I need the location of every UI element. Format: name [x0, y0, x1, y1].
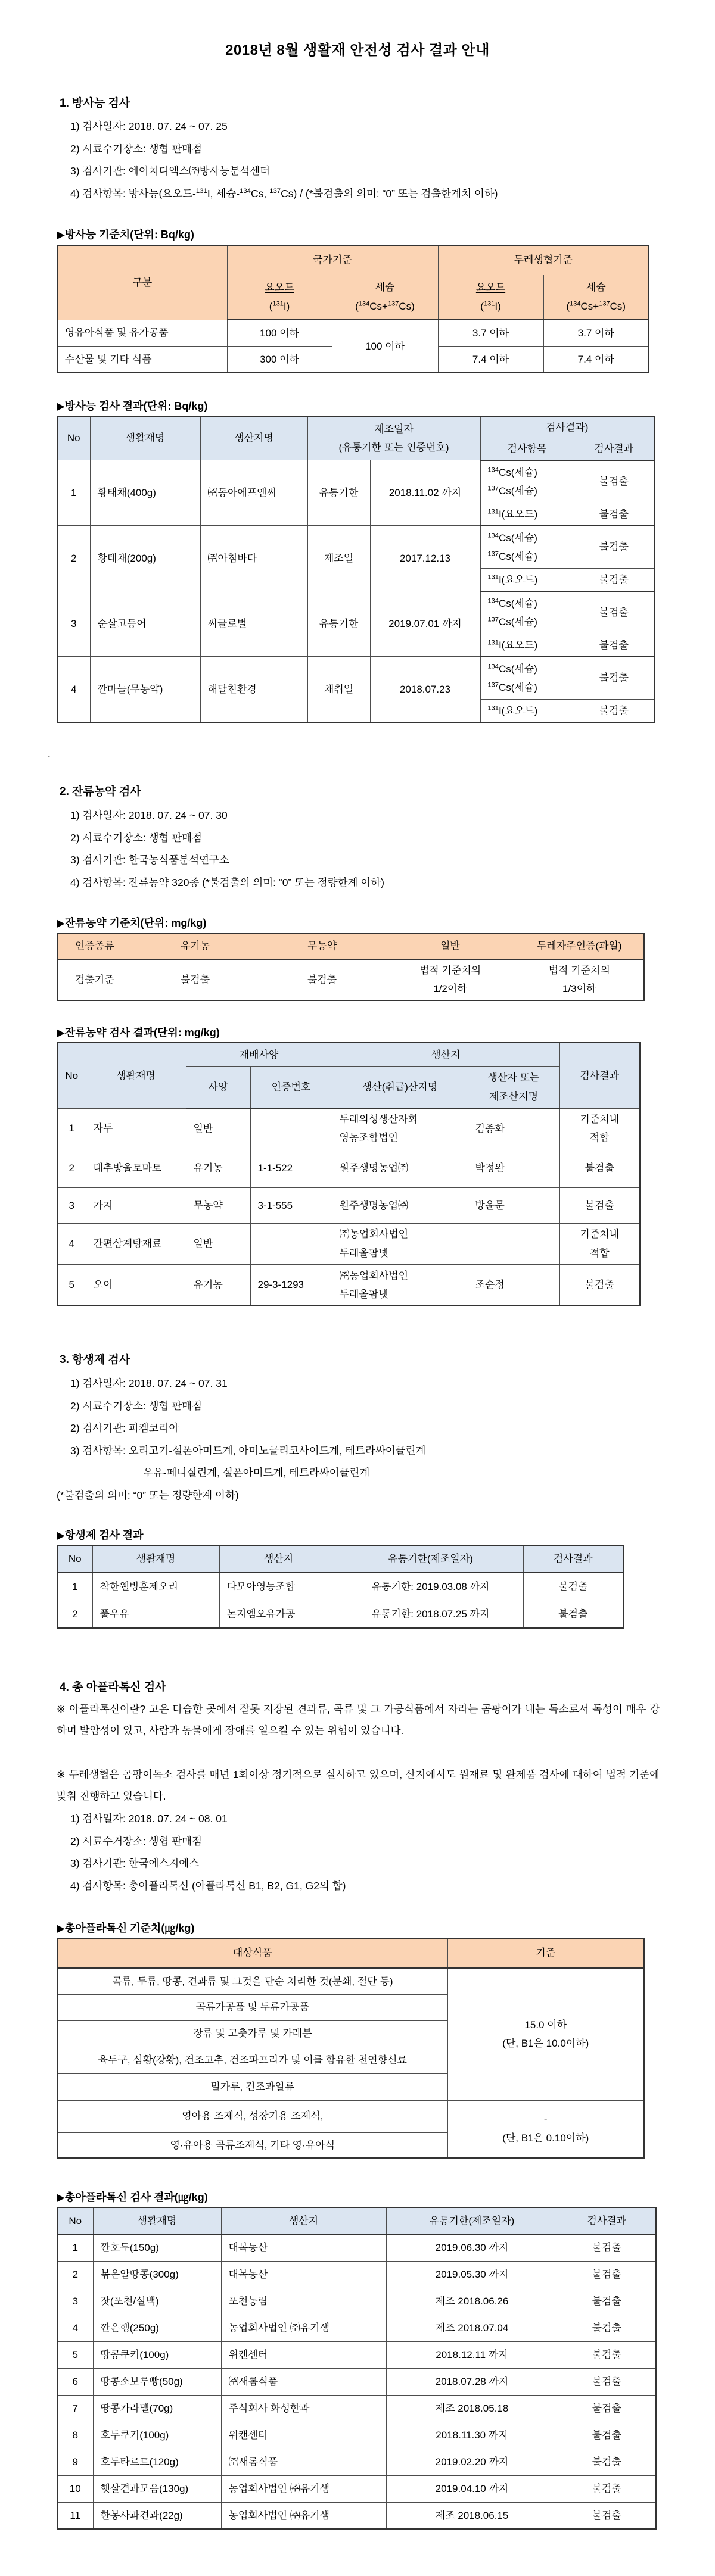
cell: 불검출 — [523, 1601, 623, 1628]
cell: 땅콩카라멜(70g) — [93, 2395, 221, 2422]
header-cell: 생활재명 — [90, 416, 200, 460]
cell: 순살고등어 — [90, 591, 200, 657]
cell: ㈜아침바다 — [200, 526, 307, 591]
cell: 대복농산 — [221, 2261, 386, 2288]
cell: $^{131}$I(요오드) — [480, 634, 574, 657]
cell: 2019.02.20 까지 — [386, 2449, 558, 2475]
list-item: 2) 검사기관: 피켐코리아 — [70, 1422, 179, 1434]
cell: $^{134}$Cs(세슘) $^{137}$Cs(세슘) — [480, 657, 574, 700]
cell: 300 이하 — [227, 346, 332, 373]
cell: 불검출 — [132, 959, 259, 1000]
cell — [250, 1108, 332, 1149]
cell: 위캔센터 — [221, 2341, 386, 2368]
cell: 원주생명농업㈜ — [332, 1149, 468, 1187]
cell: 4 — [57, 657, 90, 722]
cell: 2018.07.23 — [370, 657, 480, 722]
cell: 잣(포천/실백) — [93, 2288, 221, 2315]
pesticide-standards-table — [57, 933, 645, 1001]
cell: 기준치내 적합 — [559, 1108, 640, 1149]
cell: 영·유아용 곡류조제식, 기타 영·유아식 — [57, 2132, 447, 2158]
cell: 11 — [57, 2502, 93, 2529]
aflatoxin-results-table — [57, 2207, 657, 2530]
cell: 제조 2018.05.18 — [386, 2395, 558, 2422]
cell: 불검출 — [574, 591, 654, 634]
cell: 1 — [57, 2234, 93, 2261]
cell: 2 — [57, 2261, 93, 2288]
header-cell: 생산자 또는 제조산지명 — [468, 1066, 559, 1108]
header-cell: 인증번호 — [250, 1066, 332, 1108]
aflatoxin-standards-table — [57, 1938, 645, 2159]
section-antibiotic-heading: 3. 항생제 검사 — [60, 1354, 130, 1366]
cell: 유통기한 — [307, 460, 370, 526]
cell: 불검출 — [558, 2422, 656, 2449]
cell: 대복농산 — [221, 2234, 386, 2261]
cell: 29-3-1293 — [250, 1264, 332, 1306]
cell: 육두구, 심황(강황), 건조고추, 건조파프리카 및 이를 함유한 천연향신료 — [57, 2047, 447, 2073]
section-pesticide-item-list — [70, 804, 384, 894]
cell: 법적 기준치의 1/2이하 — [386, 959, 515, 1000]
header-cell: 유통기한(제조일자) — [338, 1545, 523, 1573]
cell: 3-1-555 — [250, 1187, 332, 1223]
list-item: 4) 검사항목: 방사능(요오드-$^{131}$I, 세슘-$^{134}$Cs, $^{137}$Cs) / (*불검출의 의미: “0” 또는 검출한계치 이하) — [70, 187, 498, 199]
cell: 불검출 — [574, 700, 654, 722]
cell: 영유아식품 및 유가공품 — [57, 320, 227, 346]
section-radioactivity-item-list — [70, 116, 498, 205]
cell: 불검출 — [574, 460, 654, 503]
pesticide-results-table — [57, 1042, 641, 1306]
header-cell: 검사결과 — [559, 1043, 640, 1108]
header-cell: 검사결과) — [480, 416, 654, 438]
cell: 방윤문 — [468, 1187, 559, 1223]
cell: 가지 — [86, 1187, 186, 1223]
cell: ㈜농업회사법인 두레올팜넷 — [332, 1264, 468, 1306]
cell: 1 — [57, 460, 90, 526]
section-pesticide-heading: 2. 잔류농약 검사 — [60, 785, 141, 798]
cell: 불검출 — [558, 2315, 656, 2341]
cell: 4 — [57, 2315, 93, 2341]
list-item: 우유-페니실린계, 설폰아미드계, 테트라싸이클린계 — [143, 1467, 370, 1479]
header-cell: 생산지 — [221, 2207, 386, 2234]
cell: 오이 — [86, 1264, 186, 1306]
cell: 불검출 — [558, 2261, 656, 2288]
cell: 주식회사 화성한과 — [221, 2395, 386, 2422]
list-item: 3) 검사항목: 오리고기-설폰아미드계, 아미노글리코사이드계, 테트라싸이클린계 — [70, 1444, 426, 1457]
cell: 6 — [57, 2368, 93, 2395]
cell: 농업회사법인 ㈜유기샘 — [221, 2475, 386, 2502]
cell: 2019.04.10 까지 — [386, 2475, 558, 2502]
cell: 황태채(400g) — [90, 460, 200, 526]
header-cell: 두레자주인증(과일) — [515, 933, 644, 959]
radioactivity-standards-table — [57, 245, 649, 373]
cell: 깐은행(250g) — [93, 2315, 221, 2341]
header-cell: 세슘 ($^{134}$Cs+$^{137}$Cs) — [543, 275, 649, 320]
section-radioactivity-heading: 1. 방사능 검사 — [60, 97, 130, 110]
cell: 채취일 — [307, 657, 370, 722]
cell: 불검출 — [574, 634, 654, 657]
cell: 3 — [57, 2288, 93, 2315]
list-item: 2) 시료수거장소: 생협 판매점 — [70, 831, 202, 844]
cell: 3 — [57, 591, 90, 657]
cell: 김종화 — [468, 1108, 559, 1149]
cell: 2018.07.28 까지 — [386, 2368, 558, 2395]
radioactivity-results-label: ▶방사능 검사 결과(단위: Bq/kg) — [57, 400, 208, 412]
header-cell: No — [57, 1545, 92, 1573]
cell: 기준치내 적합 — [559, 1223, 640, 1264]
cell: 1 — [57, 1573, 92, 1601]
header-cell: 일반 — [386, 933, 515, 959]
cell: 7 — [57, 2395, 93, 2422]
cell: 햇살견과모음(130g) — [93, 2475, 221, 2502]
list-item: 1) 검사일자: 2018. 07. 24 ~ 07. 30 — [70, 809, 228, 821]
cell: ㈜새롬식품 — [221, 2368, 386, 2395]
cell: 밀가루, 건조과일류 — [57, 2073, 447, 2100]
radioactivity-standards — [57, 245, 649, 373]
header-cell: 제조일자 (유통기한 또는 인증번호) — [307, 416, 480, 460]
cell: 두레의성생산자회 영농조합법인 — [332, 1108, 468, 1149]
cell: 2019.06.30 까지 — [386, 2234, 558, 2261]
cell: 3 — [57, 1187, 86, 1223]
header-cell: 검사결과 — [574, 438, 654, 460]
section-aflatoxin-item-list — [70, 1808, 346, 1897]
cell: 법적 기준치의 1/3이하 — [515, 959, 644, 1000]
cell: 한봉사과견과(22g) — [93, 2502, 221, 2529]
cell: 제조 2018.07.04 — [386, 2315, 558, 2341]
header-cell: 생산지 — [332, 1043, 559, 1066]
cell: 씨글로벌 — [200, 591, 307, 657]
cell: 일반 — [186, 1223, 250, 1264]
cell: 5 — [57, 2341, 93, 2368]
cell: 깐마늘(무농약) — [90, 657, 200, 722]
cell: 유통기한 — [307, 591, 370, 657]
cell: 7.4 이하 — [543, 346, 649, 373]
cell: 간편삼계탕재료 — [86, 1223, 186, 1264]
header-cell: 기준 — [447, 1938, 644, 1968]
cell: 2018.11.30 까지 — [386, 2422, 558, 2449]
cell: 원주생명농업㈜ — [332, 1187, 468, 1223]
cell: 불검출 — [558, 2288, 656, 2315]
header-cell: 요오드 ($^{131}$I) — [438, 275, 543, 320]
cell: 제조 2018.06.26 — [386, 2288, 558, 2315]
cell: 자두 — [86, 1108, 186, 1149]
cell: 영아용 조제식, 성장기용 조제식, — [57, 2100, 447, 2132]
cell: 불검출 — [574, 526, 654, 569]
list-item: 1) 검사일자: 2018. 07. 24 ~ 07. 31 — [70, 1377, 228, 1389]
cell: 곡류, 두류, 땅콩, 견과류 및 그것을 단순 처리한 것(분쇄, 절단 등) — [57, 1968, 447, 1994]
cell: 4 — [57, 1223, 86, 1264]
header-cell: 사양 — [186, 1066, 250, 1108]
header-cell: 생활재명 — [93, 2207, 221, 2234]
header-cell: 검사결과 — [523, 1545, 623, 1573]
cell: 착한웰빙훈제오리 — [92, 1573, 219, 1601]
cell: 제조일 — [307, 526, 370, 591]
cell: 농업회사법인 ㈜유기샘 — [221, 2315, 386, 2341]
cell: 호두타르트(120g) — [93, 2449, 221, 2475]
cell: 3.7 이하 — [438, 320, 543, 346]
aflatoxin-note-1: ※ 아플라톡신이란? 고온 다습한 곳에서 잘못 저장된 견과류, 곡류 및 그 가공식품에서 자라는 곰팡이가 내는 독소로서 독성이 매우 강하며 발암성이 있고, 사람과 동물에게 장애를 일으킬 수 있는 위험이 있습니다. — [57, 1703, 660, 1736]
list-item: 3) 검사기관: 한국에스지에스 — [70, 1857, 200, 1869]
cell: 제조 2018.06.15 — [386, 2502, 558, 2529]
cell: 불검출 — [259, 959, 386, 1000]
cell: 2 — [57, 526, 90, 591]
cell — [468, 1223, 559, 1264]
header-cell: 생산지 — [219, 1545, 338, 1573]
header-cell: No — [57, 1043, 86, 1108]
cell: 풀우유 — [92, 1601, 219, 1628]
cell: $^{131}$I(요오드) — [480, 503, 574, 526]
cell: 위캔센터 — [221, 2422, 386, 2449]
cell: 박정완 — [468, 1149, 559, 1187]
cell: 10 — [57, 2475, 93, 2502]
pesticide-standards — [57, 933, 645, 1001]
cell: 불검출 — [574, 657, 654, 700]
cell: 유기농 — [186, 1264, 250, 1306]
aflatoxin-note-2: ※ 두레생협은 곰팡이독소 검사를 매년 1회이상 정기적으로 실시하고 있으며, 산지에서도 원재료 및 완제품 검사에 대하여 법적 기준에 맞춰 진행하고 있습니다. — [57, 1769, 660, 1802]
cell: 볶은알땅콩(300g) — [93, 2261, 221, 2288]
cell: - (단, B1은 0.10이하) — [447, 2100, 644, 2158]
cell: 불검출 — [559, 1264, 640, 1306]
cell: 무농약 — [186, 1187, 250, 1223]
header-cell: 생산지명 — [200, 416, 307, 460]
cell: 2019.07.01 까지 — [370, 591, 480, 657]
cell: 유기농 — [186, 1149, 250, 1187]
cell: 100 이하 — [227, 320, 332, 346]
header-cell: 두레생협기준 — [438, 245, 649, 275]
stray-period: . — [48, 748, 51, 759]
cell: 7.4 이하 — [438, 346, 543, 373]
cell: ㈜동아에프앤씨 — [200, 460, 307, 526]
cell: $^{134}$Cs(세슘) $^{137}$Cs(세슘) — [480, 460, 574, 503]
cell: 불검출 — [559, 1149, 640, 1187]
cell: 불검출 — [574, 503, 654, 526]
cell: 1 — [57, 1108, 86, 1149]
radioactivity-results — [57, 416, 655, 723]
cell: 곡류가공품 및 두류가공품 — [57, 1994, 447, 2020]
list-item: 2) 시료수거장소: 생협 판매점 — [70, 142, 202, 155]
cell: 검출기준 — [57, 959, 132, 1000]
header-cell: 생활재명 — [86, 1043, 186, 1108]
cell: 불검출 — [558, 2341, 656, 2368]
aflatoxin-standards-label: ▶총아플라톡신 기준치(㎍/kg) — [57, 1922, 195, 1934]
cell: 5 — [57, 1264, 86, 1306]
cell: 9 — [57, 2449, 93, 2475]
radioactivity-standards-label: ▶방사능 기준치(단위: Bq/kg) — [57, 229, 194, 241]
cell: 땅콩쿠키(100g) — [93, 2341, 221, 2368]
antibiotic-results-label: ▶항생제 검사 결과 — [57, 1529, 144, 1541]
cell: 2018.12.11 까지 — [386, 2341, 558, 2368]
cell: 불검출 — [558, 2475, 656, 2502]
list-item: 3) 검사기관: 한국농식품분석연구소 — [70, 854, 229, 866]
cell: 불검출 — [558, 2449, 656, 2475]
cell: 2 — [57, 1601, 92, 1628]
cell: 8 — [57, 2422, 93, 2449]
cell: 땅콩소보루빵(50g) — [93, 2368, 221, 2395]
list-item: 2) 시료수거장소: 생협 판매점 — [70, 1835, 202, 1847]
cell: 해달친환경 — [200, 657, 307, 722]
cell: 농업회사법인 ㈜유기샘 — [221, 2502, 386, 2529]
cell: 불검출 — [523, 1573, 623, 1601]
cell: $^{134}$Cs(세슘) $^{137}$Cs(세슘) — [480, 591, 574, 634]
radioactivity-results-table — [57, 416, 655, 723]
antibiotic-results — [57, 1545, 624, 1629]
cell: 불검출 — [558, 2395, 656, 2422]
cell: 호두쿠키(100g) — [93, 2422, 221, 2449]
header-cell: No — [57, 416, 90, 460]
cell: 황태채(200g) — [90, 526, 200, 591]
cell: 포천농림 — [221, 2288, 386, 2315]
document-title: 2018년 8월 생활재 안전성 검사 결과 안내 — [225, 42, 490, 58]
cell: ㈜새롬식품 — [221, 2449, 386, 2475]
cell: 깐호두(150g) — [93, 2234, 221, 2261]
list-item: 2) 시료수거장소: 생협 판매점 — [70, 1399, 202, 1412]
section-aflatoxin-heading: 4. 총 아플라톡신 검사 — [60, 1681, 166, 1694]
cell — [250, 1223, 332, 1264]
header-cell: 인증종류 — [57, 933, 132, 959]
header-cell: 국가기준 — [227, 245, 438, 275]
header-cell: 구분 — [57, 245, 227, 320]
cell: 불검출 — [574, 569, 654, 591]
cell: 불검출 — [558, 2502, 656, 2529]
cell: 2 — [57, 1149, 86, 1187]
cell: $^{134}$Cs(세슘) $^{137}$Cs(세슘) — [480, 526, 574, 569]
aflatoxin-standards — [57, 1938, 645, 2159]
cell: 일반 — [186, 1108, 250, 1149]
cell: 유통기한: 2018.07.25 까지 — [338, 1601, 523, 1628]
cell: 장류 및 고춧가루 및 카레분 — [57, 2020, 447, 2047]
cell: 다모아영농조합 — [219, 1573, 338, 1601]
header-cell: 생산(취급)산지명 — [332, 1066, 468, 1108]
list-item: 4) 검사항목: 잔류농약 320종 (*불검출의 의미: “0” 또는 정량한계 이하) — [70, 876, 384, 888]
cell: $^{131}$I(요오드) — [480, 569, 574, 591]
antibiotic-results-table — [57, 1545, 624, 1629]
list-item: (*불검출의 의미: “0” 또는 정량한계 이하) — [57, 1489, 239, 1501]
header-cell: 재배사양 — [186, 1043, 332, 1066]
pesticide-results — [57, 1042, 641, 1306]
pesticide-standards-label: ▶잔류농약 기준치(단위: mg/kg) — [57, 917, 207, 929]
cell: 15.0 이하 (단, B1은 10.0이하) — [447, 1968, 644, 2100]
header-cell: 생활재명 — [92, 1545, 219, 1573]
list-item: 1) 검사일자: 2018. 07. 24 ~ 07. 25 — [70, 120, 228, 132]
cell: 100 이하 — [332, 320, 438, 373]
cell: 불검출 — [558, 2368, 656, 2395]
header-cell: No — [57, 2207, 93, 2234]
aflatoxin-results-label: ▶총아플라톡신 검사 결과(㎍/kg) — [57, 2191, 208, 2203]
cell: 논지엠오유가공 — [219, 1601, 338, 1628]
header-cell: 유통기한(제조일자) — [386, 2207, 558, 2234]
cell: 2018.11.02 까지 — [370, 460, 480, 526]
list-item: 1) 검사일자: 2018. 07. 24 ~ 08. 01 — [70, 1813, 228, 1825]
cell: 유통기한: 2019.03.08 까지 — [338, 1573, 523, 1601]
header-cell: 검사항목 — [480, 438, 574, 460]
cell: 조순정 — [468, 1264, 559, 1306]
cell: 수산물 및 기타 식품 — [57, 346, 227, 373]
aflatoxin-results — [57, 2207, 657, 2530]
list-item: 4) 검사항목: 총아플라톡신 (아플라톡신 B1, B2, G1, G2의 합) — [70, 1879, 346, 1892]
cell: 불검출 — [558, 2234, 656, 2261]
cell: 불검출 — [559, 1187, 640, 1223]
pesticide-results-label: ▶잔류농약 검사 결과(단위: mg/kg) — [57, 1027, 220, 1038]
section-antibiotic-item-list — [57, 1373, 426, 1507]
cell: $^{131}$I(요오드) — [480, 700, 574, 722]
header-cell: 검사결과 — [558, 2207, 656, 2234]
cell: 대추방울토마토 — [86, 1149, 186, 1187]
header-cell: 요오드 ($^{131}$I) — [227, 275, 332, 320]
header-cell: 대상식품 — [57, 1938, 447, 1968]
header-cell: 무농약 — [259, 933, 386, 959]
cell: 2017.12.13 — [370, 526, 480, 591]
cell: 1-1-522 — [250, 1149, 332, 1187]
cell: ㈜농업회사법인 두레올팜넷 — [332, 1223, 468, 1264]
list-item: 3) 검사기관: 에이치디엑스㈜방사능분석센터 — [70, 165, 271, 177]
header-cell: 세슘 ($^{134}$Cs+$^{137}$Cs) — [332, 275, 438, 320]
header-cell: 유기농 — [132, 933, 259, 959]
cell: 2019.05.30 까지 — [386, 2261, 558, 2288]
cell: 3.7 이하 — [543, 320, 649, 346]
